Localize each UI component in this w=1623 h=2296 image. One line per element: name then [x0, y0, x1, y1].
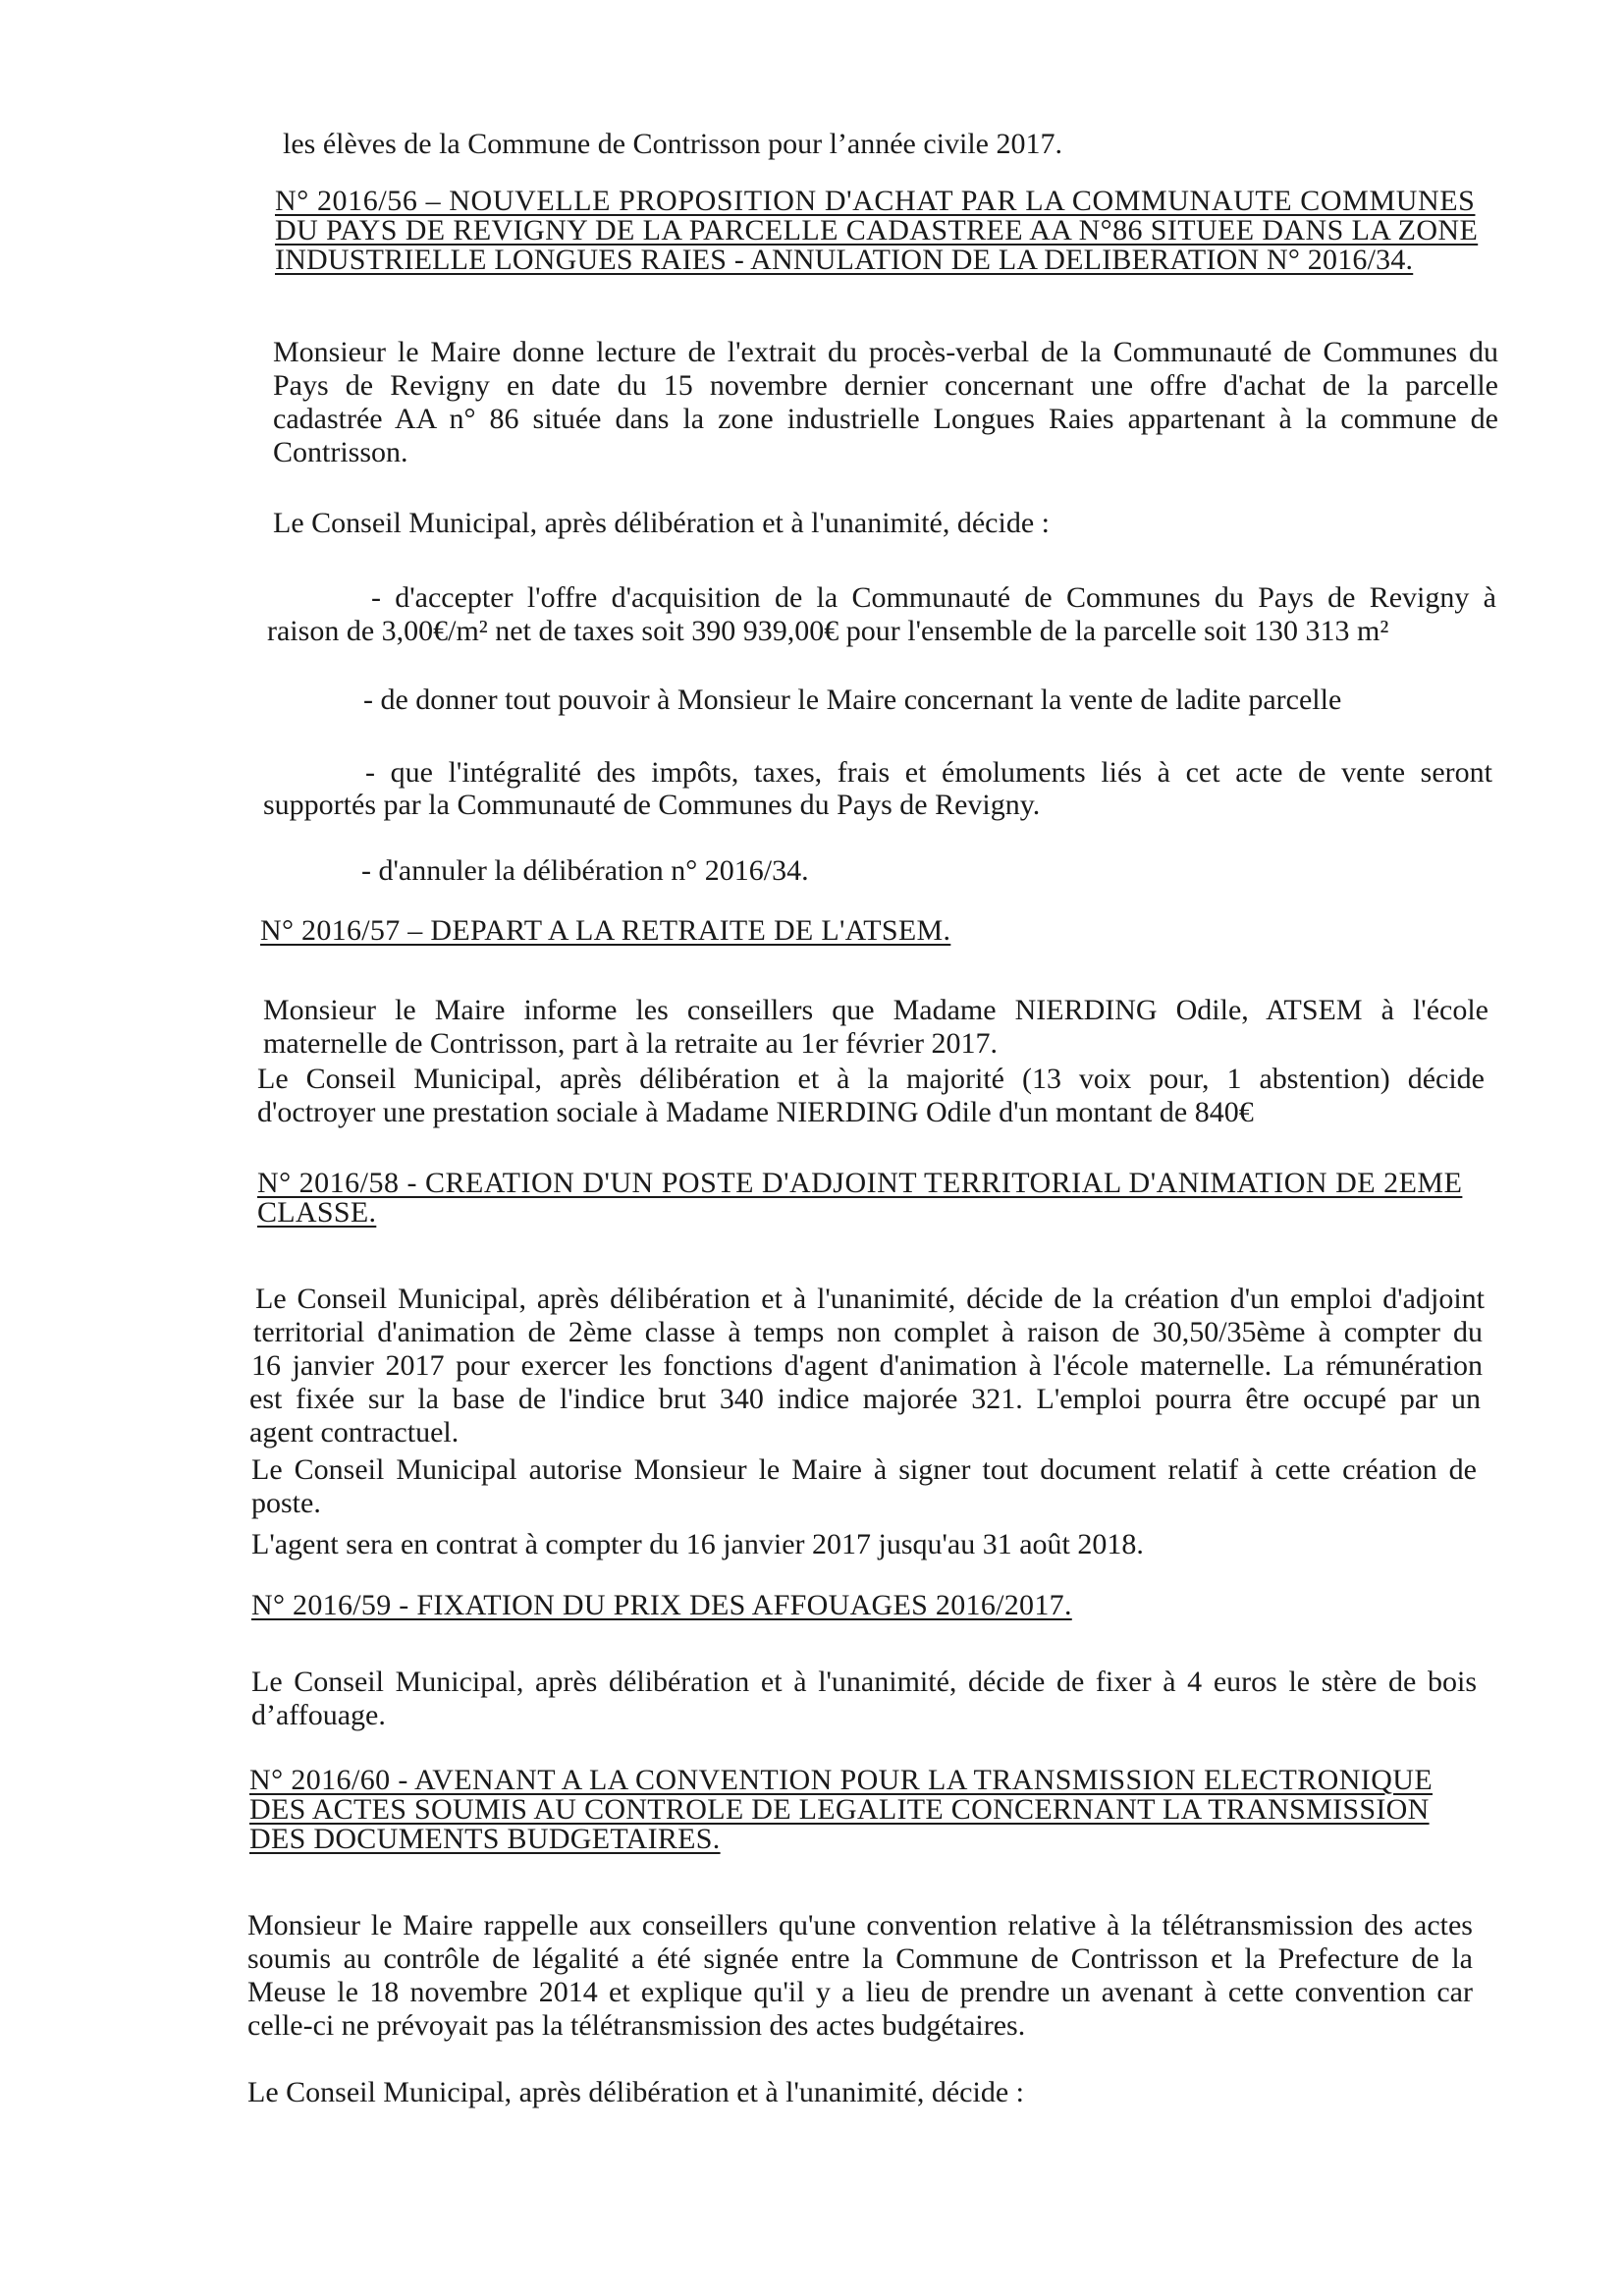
paragraph-line: Le Conseil Municipal, après délibération et à l'unanimité, décide de la création d'un emploi d'adjoint: [255, 1283, 1485, 1315]
list-item-continuation: supportés par la Communauté de Communes du Pays de Revigny.: [263, 789, 1041, 821]
paragraph-line: Contrisson.: [273, 436, 408, 468]
heading-line: INDUSTRIELLE LONGUES RAIES - ANNULATION DE LA DELIBERATION N° 2016/34.: [275, 244, 1414, 276]
paragraph-line: Pays de Revigny en date du 15 novembre dernier concernant une offre d'achat de la parcelle: [273, 369, 1498, 402]
heading-line: CLASSE.: [257, 1196, 377, 1229]
paragraph-line: soumis au contrôle de légalité a été signée entre la Commune de Contrisson et la Prefecture de la: [247, 1942, 1473, 1975]
paragraph-line: poste.: [251, 1487, 321, 1519]
section-58-heading: [257, 1169, 1485, 1228]
paragraph-line: Monsieur le Maire donne lecture de l'extrait du procès-verbal de la Communauté de Communes du: [273, 336, 1498, 368]
decision-line: Le Conseil Municipal, après délibération et à l'unanimité, décide :: [273, 507, 1050, 539]
heading-line: N° 2016/57 – DEPART A LA RETRAITE DE L'ATSEM.: [260, 914, 951, 947]
paragraph-line: territorial d'animation de 2ème classe à temps non complet à raison de 30,50/35ème à compter du: [253, 1316, 1483, 1348]
paragraph-line: Monsieur le Maire informe les conseillers que Madame NIERDING Odile, ATSEM à l'école: [263, 994, 1488, 1026]
paragraph-line: Le Conseil Municipal, après délibération et à l'unanimité, décide de fixer à 4 euros le stère de bois: [251, 1666, 1477, 1698]
paragraph-line: d'octroyer une prestation sociale à Madame NIERDING Odile d'un montant de 840€: [257, 1096, 1254, 1128]
paragraph-line: celle-ci ne prévoyait pas la télétransmission des actes budgétaires.: [247, 2009, 1026, 2042]
heading-line: N° 2016/60 - AVENANT A LA CONVENTION POUR LA TRANSMISSION ELECTRONIQUE: [249, 1764, 1434, 1796]
paragraph-line: L'agent sera en contrat à compter du 16 janvier 2017 jusqu'au 31 août 2018.: [251, 1528, 1144, 1560]
list-item: - d'annuler la délibération n° 2016/34.: [361, 854, 809, 887]
heading-line: N° 2016/59 - FIXATION DU PRIX DES AFFOUAGES 2016/2017.: [251, 1589, 1072, 1621]
paragraph-line: Monsieur le Maire rappelle aux conseillers qu'une convention relative à la télétransmission des actes: [247, 1909, 1473, 1941]
paragraph-line: Le Conseil Municipal autorise Monsieur le Maire à signer tout document relatif à cette création de: [251, 1453, 1477, 1486]
list-item: - de donner tout pouvoir à Monsieur le Maire concernant la vente de ladite parcelle: [363, 683, 1342, 716]
paragraph-line: Meuse le 18 novembre 2014 et explique qu'il y a lieu de prendre un avenant à cette convention car: [247, 1976, 1473, 2008]
paragraph-line: Le Conseil Municipal, après délibération et à la majorité (13 voix pour, 1 abstention) décide: [257, 1063, 1485, 1095]
heading-line: DU PAYS DE REVIGNY DE LA PARCELLE CADASTREE AA N°86 SITUEE DANS LA ZONE: [275, 214, 1479, 246]
section-60-heading: [249, 1766, 1477, 1854]
list-item: - que l'intégralité des impôts, taxes, frais et émoluments liés à cet acte de vente seront: [365, 756, 1492, 789]
decision-line: Le Conseil Municipal, après délibération et à l'unanimité, décide :: [247, 2076, 1024, 2108]
list-item: - d'accepter l'offre d'acquisition de la Communauté de Communes du Pays de Revigny à: [371, 581, 1496, 614]
heading-line: DES DOCUMENTS BUDGETAIRES.: [249, 1823, 721, 1855]
paragraph-line: d’affouage.: [251, 1699, 386, 1731]
section-57-heading: [260, 916, 950, 946]
paragraph-line: 16 janvier 2017 pour exercer les fonctions d'agent d'animation à l'école maternelle. La rémunération: [251, 1349, 1483, 1382]
paragraph-line: cadastrée AA n° 86 située dans la zone industrielle Longues Raies appartenant à la commune de: [273, 403, 1498, 435]
heading-line: DES ACTES SOUMIS AU CONTROLE DE LEGALITE CONCERNANT LA TRANSMISSION: [249, 1793, 1430, 1826]
intro-line: les élèves de la Commune de Contrisson pour l’année civile 2017.: [283, 128, 1062, 160]
paragraph-line: agent contractuel.: [249, 1416, 460, 1449]
list-item-continuation: raison de 3,00€/m² net de taxes soit 390 939,00€ pour l'ensemble de la parcelle soit 130 313 m²: [267, 615, 1389, 647]
heading-line: N° 2016/56 – NOUVELLE PROPOSITION D'ACHAT PAR LA COMMUNAUTE COMMUNES: [275, 185, 1476, 217]
section-56-heading: [275, 187, 1502, 275]
paragraph-line: est fixée sur la base de l'indice brut 340 indice majorée 321. L'emploi pourra être occupé par un: [249, 1383, 1481, 1415]
paragraph-line: maternelle de Contrisson, part à la retraite au 1er février 2017.: [263, 1027, 999, 1060]
heading-line: N° 2016/58 - CREATION D'UN POSTE D'ADJOINT TERRITORIAL D'ANIMATION DE 2EME: [257, 1167, 1463, 1199]
section-59-heading: [251, 1591, 1072, 1620]
